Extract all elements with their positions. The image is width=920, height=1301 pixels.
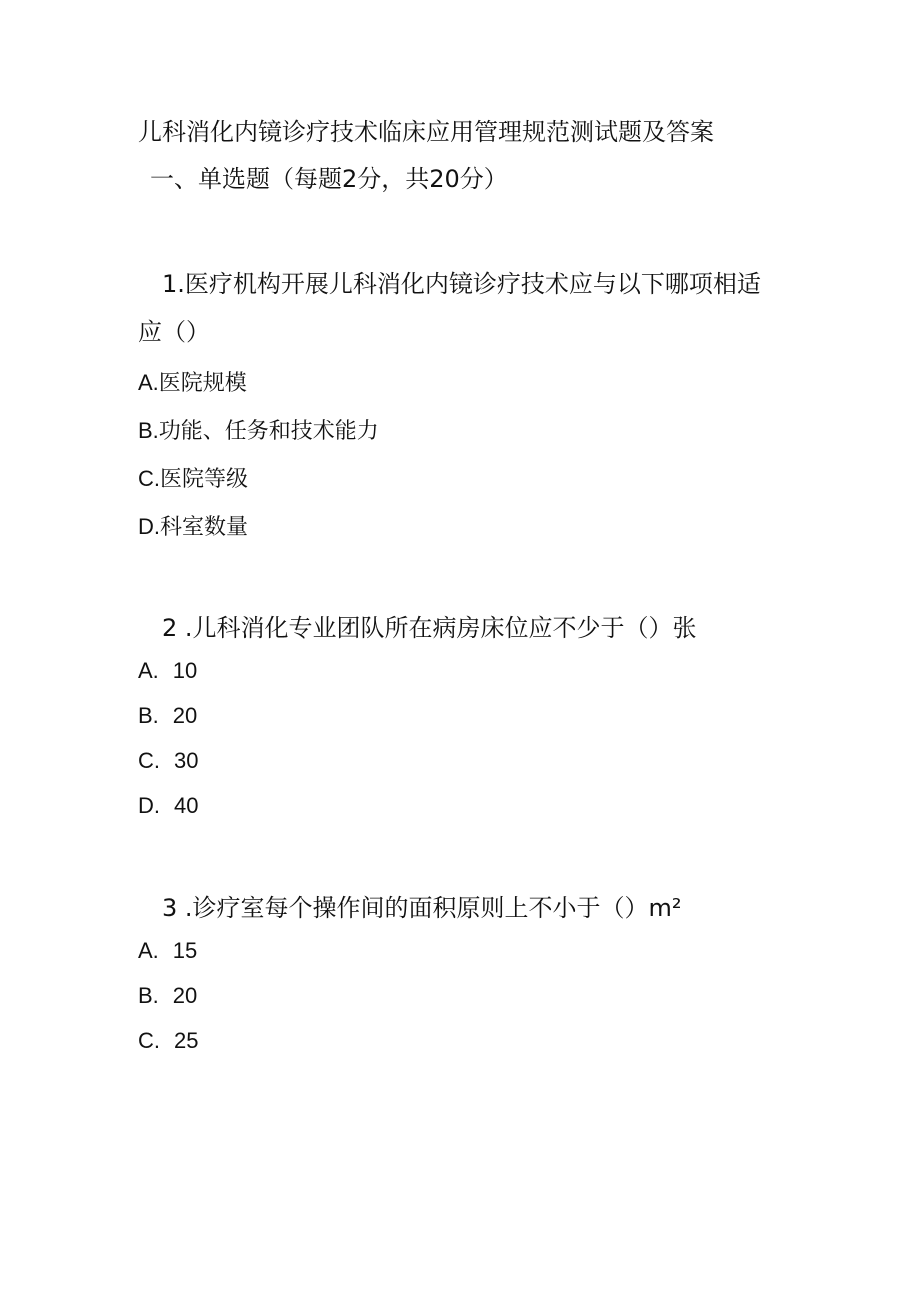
option-text: 医院规模: [158, 371, 247, 396]
question-1-option-a: [138, 366, 247, 397]
question-2-stem: 2 .儿科消化专业团队所在病房床位应不少于（）张: [162, 614, 697, 642]
question-3-option-b: [138, 983, 197, 1009]
option-letter: D.: [138, 793, 160, 818]
option-text: 功能、任务和技术能力: [158, 419, 379, 444]
option-letter: C.: [138, 748, 160, 773]
question-2-option-b: [138, 703, 197, 729]
option-letter: C.: [138, 466, 160, 491]
section-heading: 一、单选题（每题2分，共20分）: [150, 165, 508, 193]
question-3-option-c: [138, 1028, 198, 1054]
question-1-stem: 1.医疗机构开展儿科消化内镜诊疗技术应与以下哪项相适: [162, 270, 761, 298]
option-letter: B.: [138, 983, 159, 1008]
option-letter: D.: [138, 514, 160, 539]
question-2-option-a: [138, 658, 197, 684]
option-text: 20: [172, 703, 198, 728]
question-2-option-d: [138, 793, 198, 819]
option-letter: A.: [138, 370, 159, 395]
option-text: 15: [172, 938, 198, 963]
question-3-stem: 3 .诊疗室每个操作间的面积原则上不小于（）m²: [162, 894, 682, 922]
option-letter: C.: [138, 1028, 160, 1053]
option-text: 医院等级: [160, 467, 249, 492]
option-text: 20: [172, 983, 198, 1008]
question-1-option-c: [138, 462, 248, 493]
question-1-option-d: [138, 510, 248, 541]
question-2-option-c: [138, 748, 198, 774]
option-letter: B.: [138, 418, 159, 443]
option-text: 10: [172, 658, 198, 683]
option-text: 科室数量: [160, 515, 249, 540]
option-text: 25: [174, 1028, 199, 1053]
document-title: 儿科消化内镜诊疗技术临床应用管理规范测试题及答案: [138, 118, 714, 146]
option-text: 40: [174, 793, 199, 818]
option-letter: A.: [138, 658, 159, 683]
option-text: 30: [174, 748, 199, 773]
question-1-option-b: [138, 414, 379, 445]
option-letter: B.: [138, 703, 159, 728]
option-letter: A.: [138, 938, 159, 963]
question-1-stem-continued: 应（）: [138, 318, 210, 346]
question-3-option-a: [138, 938, 197, 964]
